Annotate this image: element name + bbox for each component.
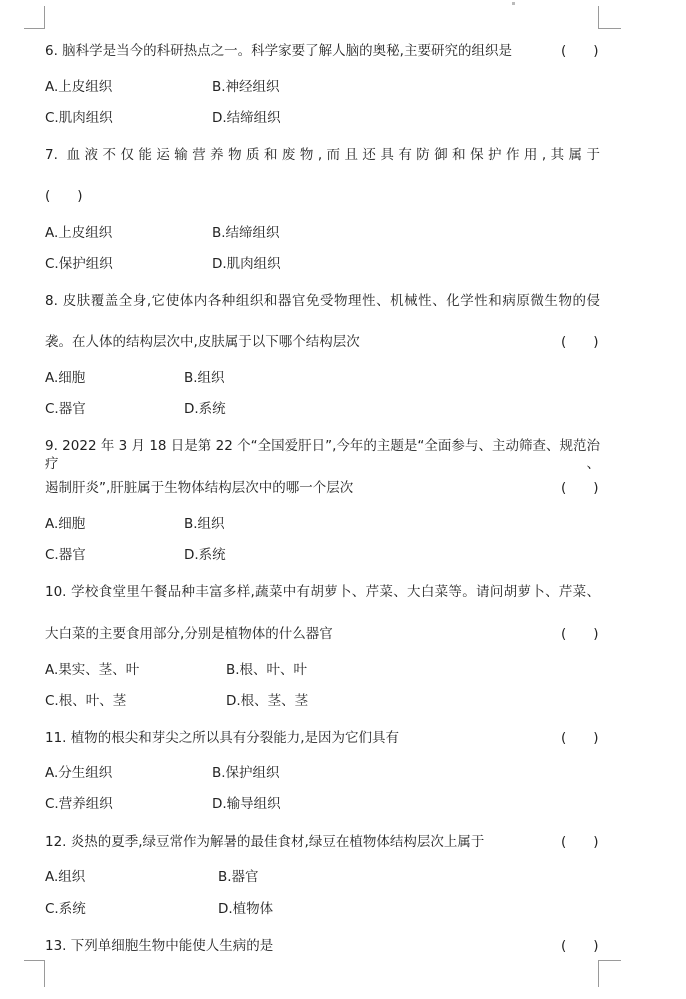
question-6-option-c: C.肌肉组织 — [45, 110, 113, 126]
question-6-option-d: D.结缔组织 — [212, 110, 281, 126]
question-10-answer-blank: ( ) — [561, 626, 599, 642]
question-9-option-b: B.组织 — [184, 516, 225, 532]
question-6-option-a: A.上皮组织 — [45, 79, 113, 95]
question-12-option-d: D.植物体 — [218, 901, 274, 917]
question-10-option-c: C.根、叶、茎 — [45, 693, 127, 709]
question-12-stem: 12. 炎热的夏季,绿豆常作为解暑的最佳食材,绿豆在植物体结构层次上属于 — [45, 834, 485, 850]
crop-mark-top-right — [598, 6, 621, 29]
question-7-answer-blank: ( ) — [45, 188, 83, 204]
question-7-option-b: B.结缔组织 — [212, 225, 280, 241]
question-8-answer-blank: ( ) — [561, 334, 599, 350]
question-13-stem: 13. 下列单细胞生物中能使人生病的是 — [45, 938, 274, 954]
question-12-option-c: C.系统 — [45, 901, 86, 917]
question-10-option-a: A.果实、茎、叶 — [45, 662, 140, 678]
question-11-option-c: C.营养组织 — [45, 796, 113, 812]
question-10-stem-line-2: 大白菜的主要食用部分,分别是植物体的什么器官 — [45, 626, 333, 642]
question-8-stem-line-1: 8. 皮肤覆盖全身,它使体内各种组织和器官免受物理性、机械性、化学性和病原微生物的侵 — [45, 293, 600, 309]
question-11-option-b: B.保护组织 — [212, 765, 280, 781]
question-7-option-d: D.肌肉组织 — [212, 256, 281, 272]
question-11-option-d: D.输导组织 — [212, 796, 281, 812]
question-6-option-b: B.神经组织 — [212, 79, 280, 95]
question-12-answer-blank: ( ) — [561, 834, 599, 850]
question-13-answer-blank: ( ) — [561, 938, 599, 954]
question-9-option-d: D.系统 — [184, 547, 226, 563]
crop-mark-bottom-left — [24, 960, 45, 987]
question-8-option-a: A.细胞 — [45, 370, 86, 386]
question-6-stem: 6. 脑科学是当今的科研热点之一。科学家要了解人脑的奥秘,主要研究的组织是 — [45, 43, 512, 59]
question-9-option-c: C.器官 — [45, 547, 86, 563]
question-12-option-b: B.器官 — [218, 869, 259, 885]
question-10-option-b: B.根、叶、叶 — [226, 662, 308, 678]
question-9-answer-blank: ( ) — [561, 480, 599, 496]
question-10-stem-line-1: 10. 学校食堂里午餐品种丰富多样,蔬菜中有胡萝卜、芹菜、大白菜等。请问胡萝卜、芹菜、 — [45, 584, 600, 600]
question-9-stem-line-1: 9. 2022 年 3 月 18 日是第 22 个“全国爱肝日”,今年的主题是“全面参与、主动筛查、规范治疗、 — [45, 438, 600, 472]
crop-mark-bottom-right — [598, 960, 621, 987]
question-7-option-a: A.上皮组织 — [45, 225, 113, 241]
question-8-option-b: B.组织 — [184, 370, 225, 386]
question-11-stem: 11. 植物的根尖和芽尖之所以具有分裂能力,是因为它们具有 — [45, 730, 400, 746]
crop-mark-top-left — [24, 6, 45, 29]
question-10-option-d: D.根、茎、茎 — [226, 693, 309, 709]
question-6-answer-blank: ( ) — [561, 43, 599, 59]
question-11-option-a: A.分生组织 — [45, 765, 113, 781]
question-9-option-a: A.细胞 — [45, 516, 86, 532]
page-mark — [512, 2, 515, 5]
question-12-option-a: A.组织 — [45, 869, 86, 885]
question-8-stem-line-2: 袭。在人体的结构层次中,皮肤属于以下哪个结构层次 — [45, 334, 360, 350]
question-11-answer-blank: ( ) — [561, 730, 599, 746]
question-9-stem-line-2: 遏制肝炎”,肝脏属于生物体结构层次中的哪一个层次 — [45, 480, 354, 496]
question-7-stem: 7. 血液不仅能运输营养物质和废物,而且还具有防御和保护作用,其属于 — [45, 147, 600, 163]
question-7-option-c: C.保护组织 — [45, 256, 113, 272]
question-8-option-d: D.系统 — [184, 401, 226, 417]
question-8-option-c: C.器官 — [45, 401, 86, 417]
